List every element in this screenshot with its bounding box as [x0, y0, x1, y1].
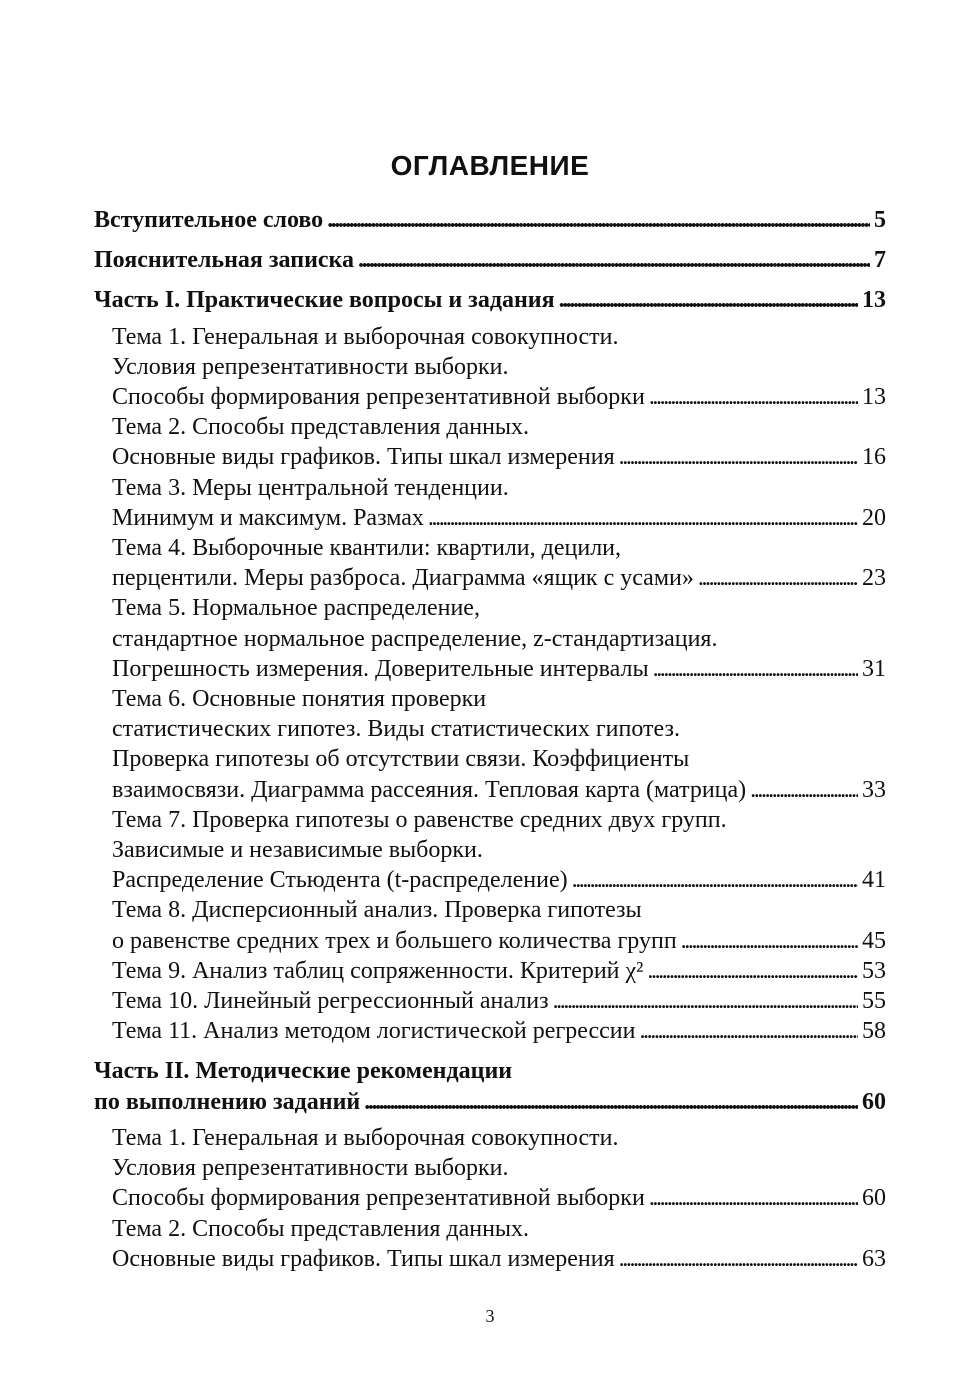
- toc-entry-line: Тема 4. Выборочные квантили: квартили, децили,: [112, 535, 622, 562]
- toc-section-entry[interactable]: [94, 245, 886, 275]
- toc-entry-line: Тема 2. Способы представления данных.: [112, 414, 530, 441]
- toc-page-number: 53: [862, 957, 886, 984]
- dot-leader: [572, 865, 858, 895]
- table-of-contents: [94, 205, 886, 1274]
- dot-leader: [358, 245, 870, 275]
- dot-leader: [681, 926, 858, 956]
- toc-topic-entry[interactable]: [94, 986, 886, 1016]
- toc-page-number: 20: [862, 504, 886, 531]
- toc-entry-line: Проверка гипотезы об отсутствии связи. Коэффициенты: [112, 746, 690, 773]
- toc-entry-line: Тема 1. Генеральная и выборочная совокупности.: [112, 323, 619, 350]
- toc-entry-title: Часть I. Практические вопросы и задания: [94, 287, 555, 314]
- toc-page-number: 31: [862, 655, 886, 682]
- toc-page-number: 23: [862, 565, 886, 592]
- toc-entry-line: Тема 8. Дисперсионный анализ. Проверка гипотезы: [112, 897, 642, 924]
- toc-entry-title: по выполнению заданий: [94, 1088, 361, 1115]
- toc-topic-entry[interactable]: [94, 895, 886, 955]
- toc-entry-line: Тема 2. Способы представления данных.: [112, 1215, 530, 1242]
- toc-entry-line: Тема 3. Меры центральной тенденции.: [112, 474, 509, 501]
- toc-entry-line: Условия репрезентативности выборки.: [112, 1155, 509, 1182]
- dot-leader: [619, 442, 858, 472]
- toc-page-number: 16: [862, 444, 886, 471]
- dot-leader: [750, 775, 858, 805]
- toc-section-entry[interactable]: [94, 1056, 886, 1116]
- toc-topic-entry[interactable]: [94, 473, 886, 533]
- toc-entry-line: Тема 7. Проверка гипотезы о равенстве средних двух групп.: [112, 806, 727, 833]
- toc-entry-title: Способы формирования репрезентативной выборки: [112, 1185, 645, 1212]
- dot-leader: [649, 1183, 858, 1213]
- toc-topic-entry[interactable]: [94, 684, 886, 805]
- toc-entry-line: Тема 5. Нормальное распределение,: [112, 595, 480, 622]
- toc-entry-title: Минимум и максимум. Размах: [112, 504, 424, 531]
- dot-leader: [327, 205, 870, 235]
- toc-entry-title: Вступительное слово: [94, 207, 324, 233]
- toc-topic-entry[interactable]: [94, 412, 886, 472]
- toc-topic-entry[interactable]: [94, 593, 886, 684]
- toc-entry-line: стандартное нормальное распределение, z-стандартизация.: [112, 625, 718, 652]
- toc-page-number: 63: [862, 1245, 886, 1272]
- dot-leader: [619, 1244, 858, 1274]
- toc-section-entry[interactable]: [94, 205, 886, 235]
- dot-leader: [428, 503, 858, 533]
- toc-entry-title: Тема 11. Анализ методом логистической регрессии: [112, 1018, 636, 1045]
- dot-leader: [649, 382, 858, 412]
- dot-leader: [647, 956, 858, 986]
- toc-topic-entry[interactable]: [94, 1016, 886, 1046]
- toc-entry-line: статистических гипотез. Виды статистических гипотез.: [112, 716, 680, 743]
- dot-leader: [364, 1087, 858, 1117]
- toc-entry-title: Основные виды графиков. Типы шкал измерения: [112, 1245, 615, 1272]
- dot-leader: [559, 285, 858, 315]
- toc-page-number: 45: [862, 927, 886, 954]
- toc-entry-line: Часть II. Методические рекомендации: [94, 1058, 513, 1085]
- toc-page-number: 33: [862, 776, 886, 803]
- dot-leader: [653, 654, 858, 684]
- toc-page-number: 58: [862, 1018, 886, 1045]
- page-title: ОГЛАВЛЕНИЕ: [390, 150, 590, 181]
- dot-leader: [639, 1016, 858, 1046]
- toc-page-number: 60: [862, 1185, 886, 1212]
- toc-page-number: 13: [862, 287, 886, 314]
- toc-page-number: 60: [862, 1088, 886, 1115]
- dot-leader: [698, 563, 858, 593]
- toc-entry-line: Зависимые и независимые выборки.: [112, 837, 483, 864]
- page-number: 3: [485, 1306, 495, 1326]
- toc-page-number: 7: [874, 247, 886, 274]
- toc-entry-title: Тема 9. Анализ таблиц сопряженности. Критерий χ²: [112, 957, 644, 984]
- toc-topic-entry[interactable]: [94, 1214, 886, 1274]
- toc-entry-line: Тема 1. Генеральная и выборочная совокупности.: [112, 1124, 619, 1151]
- toc-topic-entry[interactable]: [94, 322, 886, 413]
- toc-entry-line: Условия репрезентативности выборки.: [112, 353, 509, 380]
- toc-page-number: 5: [874, 207, 886, 233]
- toc-page-number: 41: [862, 867, 886, 894]
- toc-entry-title: Способы формирования репрезентативной выборки: [112, 384, 645, 411]
- toc-topic-entry[interactable]: [94, 1123, 886, 1214]
- toc-entry-title: Основные виды графиков. Типы шкал измерения: [112, 444, 615, 471]
- dot-leader: [553, 986, 858, 1016]
- toc-entry-title: Распределение Стьюдента (t-распределение): [112, 867, 568, 894]
- toc-page-number: 55: [862, 988, 886, 1015]
- toc-entry-title: Пояснительная записка: [94, 247, 355, 274]
- toc-entry-title: перцентили. Меры разброса. Диаграмма «ящик с усами»: [112, 565, 694, 592]
- toc-entry-line: Тема 6. Основные понятия проверки: [112, 686, 487, 713]
- toc-entry-title: о равенстве средних трех и большего количества групп: [112, 927, 677, 954]
- toc-page-number: 13: [862, 384, 886, 411]
- toc-entry-title: взаимосвязи. Диаграмма рассеяния. Тепловая карта (матрица): [112, 776, 747, 803]
- toc-entry-title: Погрешность измерения. Доверительные интервалы: [112, 655, 649, 682]
- toc-topic-entry[interactable]: [94, 805, 886, 896]
- toc-topic-entry[interactable]: [94, 956, 886, 986]
- toc-topic-entry[interactable]: [94, 533, 886, 593]
- toc-entry-title: Тема 10. Линейный регрессионный анализ: [112, 988, 549, 1015]
- toc-section-entry[interactable]: [94, 285, 886, 315]
